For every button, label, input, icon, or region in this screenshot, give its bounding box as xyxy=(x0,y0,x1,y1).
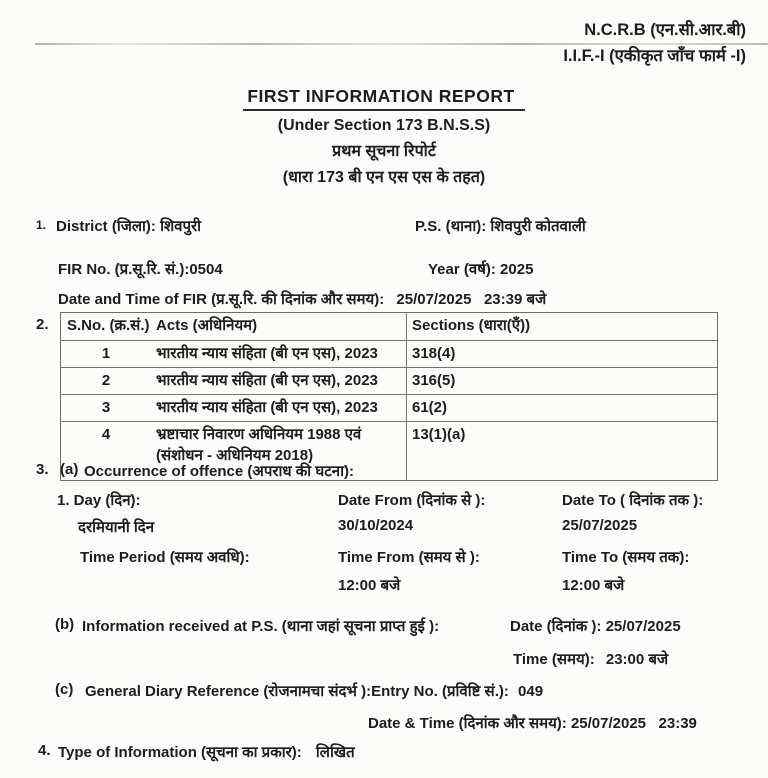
section3b-title: Information received at P.S. (थाना जहां सूचना प्राप्त हुई ): xyxy=(82,618,440,635)
day-value: दरमियानी दिन xyxy=(78,519,155,536)
received-time-label: Time (समय): xyxy=(513,651,595,668)
time-from-value: 12:00 बजे xyxy=(338,577,401,594)
district-field xyxy=(56,216,201,236)
row-sno: 3 xyxy=(101,399,111,416)
title-subtitle-hindi: प्रथम सूचना रिपोर्ट xyxy=(332,143,436,160)
iif-label: I.I.F.-I (एकीकृत जाँच फार्म -I) xyxy=(563,47,746,65)
row-section: 61(2) xyxy=(406,395,719,421)
row-section: 316(5) xyxy=(406,368,719,394)
received-date-value: 25/07/2025 xyxy=(605,618,681,635)
received-date-label: Date (दिनांक ): xyxy=(510,618,602,635)
col-header-sections: Sections (धारा(एँ)) xyxy=(406,313,719,340)
date-from-value: 30/10/2024 xyxy=(338,517,414,534)
col-header-sno: S.No. (क्र.सं.) xyxy=(67,317,150,334)
row-act: भारतीय न्याय संहिता (बी एन एस), 2023 xyxy=(156,372,378,389)
fir-no-label: FIR No. (प्र.सू.रि. सं.): xyxy=(58,261,190,278)
fir-datetime-field xyxy=(58,289,546,309)
row-section: 13(1)(a) xyxy=(406,422,719,480)
time-to-value: 12:00 बजे xyxy=(562,577,625,594)
table-row xyxy=(61,368,717,395)
year-label: Year (वर्ष): xyxy=(428,261,496,278)
page-title: FIRST INFORMATION REPORT xyxy=(243,86,524,111)
section3c-tag: (c) xyxy=(55,681,74,698)
fir-no-value: 0504 xyxy=(189,261,223,278)
table-row xyxy=(61,395,717,422)
info-type-value: लिखित xyxy=(315,744,355,761)
received-time-value: 23:00 बजे xyxy=(605,651,669,668)
time-period-label: Time Period (समय अवधि): xyxy=(80,549,250,566)
ps-label: P.S. (थाना): xyxy=(415,218,487,235)
ncrb-label: N.C.R.B (एन.सी.आर.बी) xyxy=(584,21,746,39)
row-sno: 4 xyxy=(101,426,111,443)
gd-datetime-value: 25/07/2025 23:39 xyxy=(570,715,697,732)
table-header-row xyxy=(61,313,717,341)
received-date-field xyxy=(510,616,681,636)
district-label: District (जिला): xyxy=(56,218,156,235)
gd-entry-label: Entry No. (प्रविष्टि सं.): xyxy=(371,683,509,700)
ps-field xyxy=(415,216,586,236)
gd-reference-label: General Diary Reference (रोजनामचा संदर्भ ): xyxy=(85,683,372,700)
ps-value: शिवपुरी कोतवाली xyxy=(490,218,586,235)
date-to-label: Date To ( दिनांक तक ): xyxy=(562,492,704,509)
info-type-field xyxy=(58,742,355,762)
section3-number: 3. xyxy=(36,461,49,478)
title-block xyxy=(0,86,768,187)
info-type-label: Type of Information (सूचना का प्रकार): xyxy=(58,744,302,761)
time-from-label: Time From (समय से ): xyxy=(338,549,480,566)
row-sno: 2 xyxy=(101,372,111,389)
section3b-tag: (b) xyxy=(55,616,75,633)
time-to-label: Time To (समय तक): xyxy=(562,549,690,566)
year-value: 2025 xyxy=(500,261,534,278)
gd-reference-field xyxy=(85,681,543,701)
year-field xyxy=(428,259,533,279)
acts-sections-table xyxy=(60,312,718,481)
form-header xyxy=(563,17,746,69)
col-header-acts: Acts (अधिनियम) xyxy=(156,317,258,334)
row-act: भारतीय न्याय संहिता (बी एन एस), 2023 xyxy=(156,345,378,362)
section3a-tag: (a) xyxy=(60,461,79,478)
title-subtitle-en: (Under Section 173 B.N.S.S) xyxy=(277,117,491,134)
gd-datetime-label: Date & Time (दिनांक और समय): xyxy=(368,715,567,732)
section2-number: 2. xyxy=(36,316,49,333)
gd-datetime-field xyxy=(368,713,697,733)
fir-datetime-label: Date and Time of FIR (प्र.सू.रि. की दिनांक और समय): xyxy=(58,291,385,308)
day-label: 1. Day (दिन): xyxy=(57,492,141,509)
district-value: शिवपुरी xyxy=(160,218,202,235)
row-sno: 1 xyxy=(101,345,111,362)
section1-number: 1. xyxy=(36,218,47,232)
gd-entry-value: 049 xyxy=(518,683,544,700)
date-to-value: 25/07/2025 xyxy=(562,517,638,534)
received-time-field xyxy=(513,649,668,669)
title-subtitle-section: (धारा 173 बी एन एस एस के तहत) xyxy=(282,169,486,186)
date-from-label: Date From (दिनांक से ): xyxy=(338,492,486,509)
fir-datetime-value: 25/07/2025 23:39 बजे xyxy=(396,291,547,308)
row-act: भारतीय न्याय संहिता (बी एन एस), 2023 xyxy=(156,399,378,416)
section4-number: 4. xyxy=(38,742,51,759)
table-row xyxy=(61,341,717,368)
section3a-title: Occurrence of offence (अपराध की घटना): xyxy=(84,463,354,480)
fir-no-field xyxy=(58,259,223,279)
row-act: भ्रष्टाचार निवारण अधिनियम 1988 एवं (संशोधन - अधिनियम 2018) xyxy=(156,426,362,464)
row-section: 318(4) xyxy=(406,341,719,367)
